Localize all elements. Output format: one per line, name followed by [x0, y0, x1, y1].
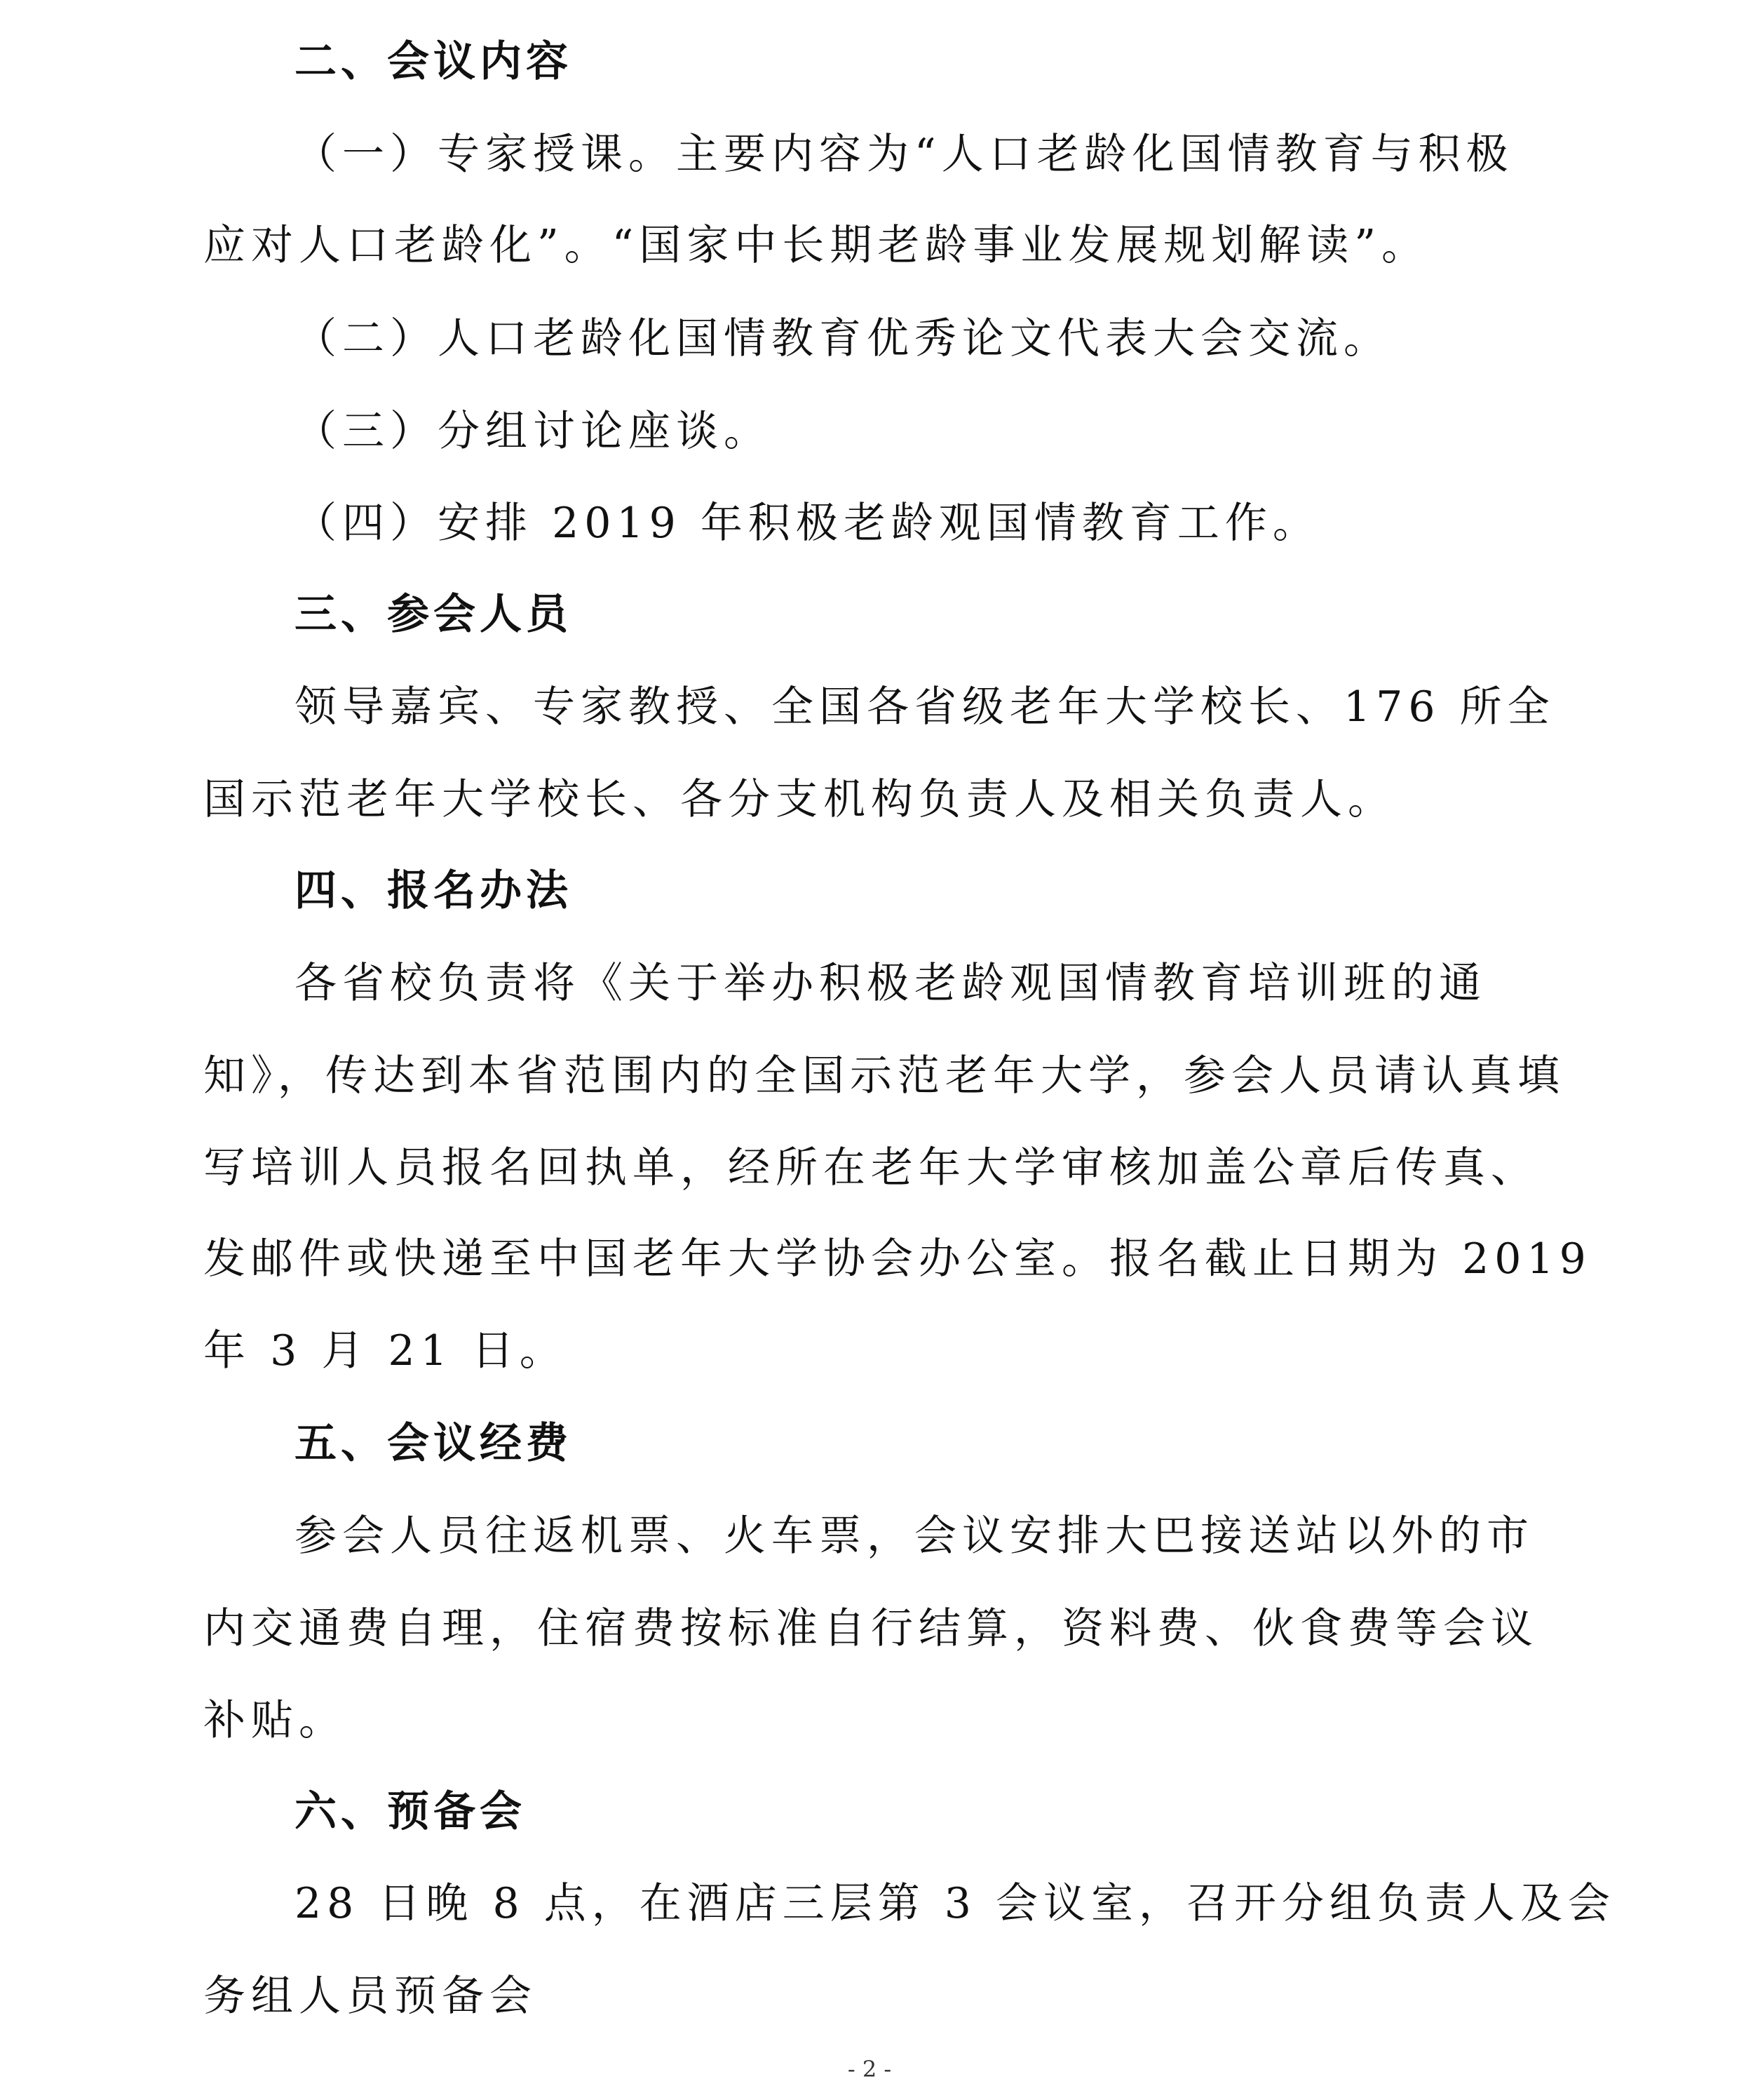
section-heading: 四、报名办法	[295, 866, 572, 915]
section-heading: 三、参会人员	[295, 590, 572, 639]
paragraph-line: （四）安排 2019 年积极老龄观国情教育工作。	[295, 499, 1320, 548]
paragraph-line: （一）专家授课。主要内容为“人口老龄化国情教育与积极	[295, 130, 1514, 179]
paragraph-line: 年 3 月 21 日。	[203, 1326, 567, 1375]
paragraph-line: （二）人口老龄化国情教育优秀论文代表大会交流。	[295, 314, 1391, 363]
paragraph-line: 参会人员往返机票、火车票，会议安排大巴接送站以外的市	[295, 1512, 1534, 1561]
paragraph-line: 国示范老年大学校长、各分支机构负责人及相关负责人。	[203, 775, 1395, 824]
paragraph-line: 各省校负责将《关于举办积极老龄观国情教育培训班的通	[295, 959, 1487, 1008]
section-heading: 六、预备会	[295, 1787, 526, 1836]
paragraph-line: 内交通费自理，住宿费按标准自行结算，资料费、伙食费等会议	[203, 1604, 1538, 1653]
paragraph-line: 务组人员预备会	[203, 1972, 537, 2021]
paragraph-line: （三）分组讨论座谈。	[295, 407, 771, 456]
paragraph-line: 发邮件或快递至中国老年大学协会办公室。报名截止日期为 2019	[203, 1234, 1592, 1284]
section-heading: 二、会议内容	[295, 37, 572, 86]
section-heading: 五、会议经费	[295, 1419, 572, 1468]
paragraph-line: 领导嘉宾、专家教授、全国各省级老年大学校长、176 所全	[295, 682, 1555, 732]
paragraph-line: 应对人口老龄化”。“国家中长期老龄事业发展规划解读”。	[203, 221, 1430, 270]
page-number: - 2 -	[847, 2056, 892, 2082]
paragraph-line: 28 日晚 8 点，在酒店三层第 3 会议室，召开分组负责人及会	[295, 1879, 1616, 1928]
paragraph-line: 知》，传达到本省范围内的全国示范老年大学，参会人员请认真填	[203, 1051, 1565, 1101]
paragraph-line: 补贴。	[203, 1696, 346, 1745]
paragraph-line: 写培训人员报名回执单，经所在老年大学审核加盖公章后传真、	[203, 1143, 1538, 1192]
